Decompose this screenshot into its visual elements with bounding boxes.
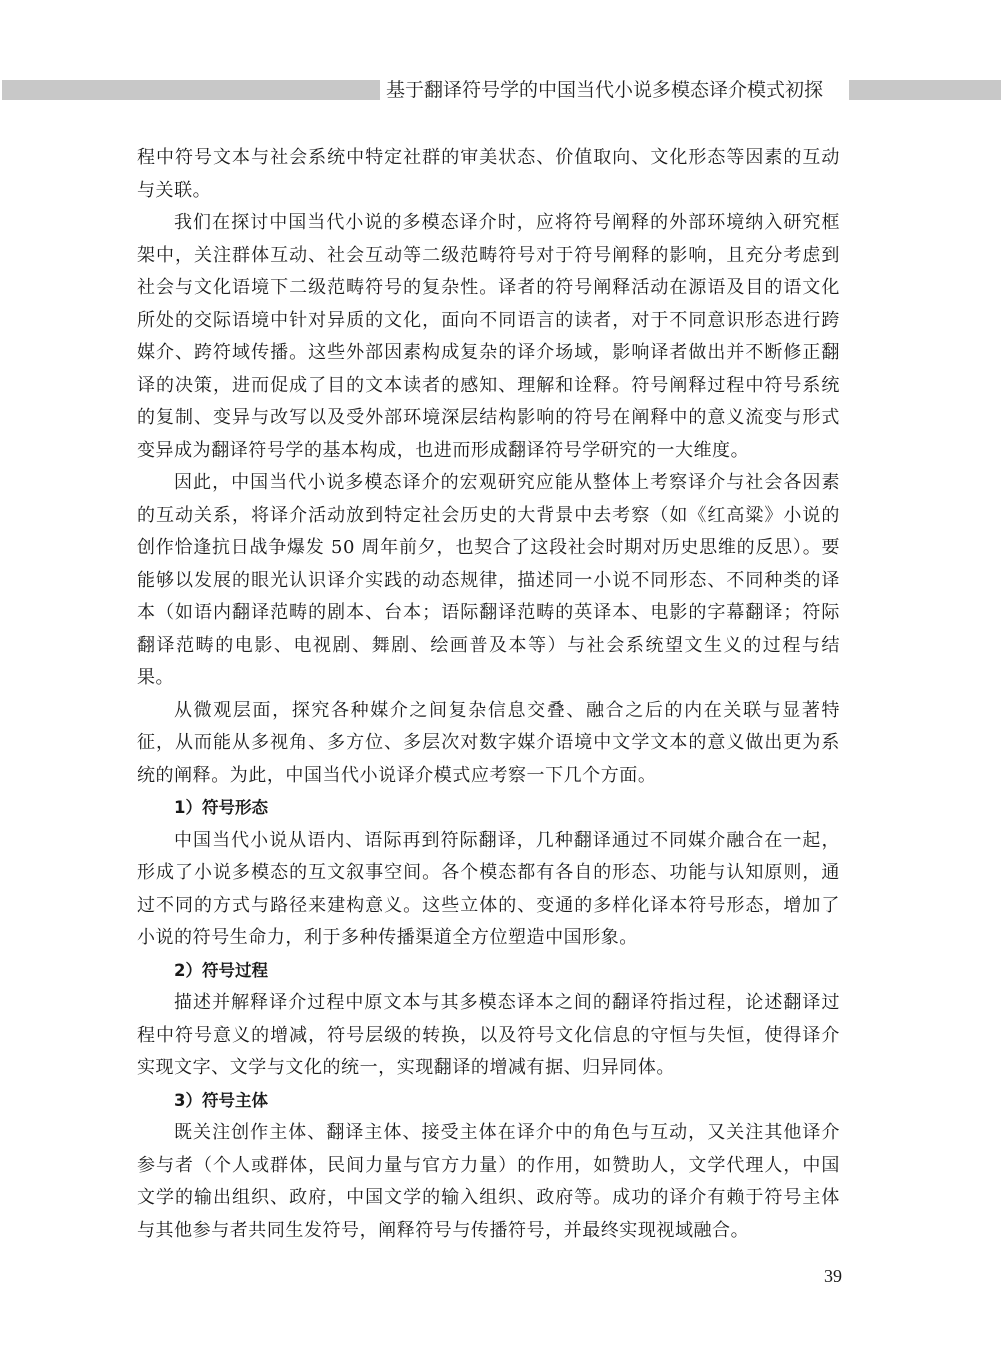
page-number: 39 [824, 1266, 842, 1286]
body-text [137, 142, 840, 1247]
paragraph: 从微观层面，探究各种媒介之间复杂信息交叠、融合之后的内在关联与显著特征，从而能从多视角、多方位、多层次对数字媒介语境中文学文本的意义做出更为系统的阐释。为此，中国当代小说译介模式应考察一下几个方面。 [137, 699, 840, 786]
paragraph: 因此，中国当代小说多模态译介的宏观研究应能从整体上考察译介与社会各因素的互动关系，将译介活动放到特定社会历史的大背景中去考察（如《红高粱》小说的创作恰逢抗日战争爆发 50 周年前夕，也契合了这段社会时期对历史思维的反思）。要能够以发展的眼光认识译介实践的动态规律，描述同一小说不同形态、不同种类的译本（如语内翻译范畴的剧本、台本；语际翻译范畴的英译本、电影的字幕翻译；符际翻译范畴的电影、电视剧、舞剧、绘画普及本等）与社会系统望文生义的过程与结果。 [137, 472, 840, 688]
section-paragraph: 中国当代小说从语内、语际再到符际翻译，几种翻译通过不同媒介融合在一起，形成了小说多模态的互文叙事空间。各个模态都有各自的形态、功能与认知原则，通过不同的方式与路径来建构意义。这些立体的、变通的多样化译本符号形态，增加了小说的符号生命力，利于多种传播渠道全方位塑造中国形象。 [137, 829, 840, 948]
running-header [0, 76, 1003, 104]
section-paragraph: 描述并解释译介过程中原文本与其多模态译本之间的翻译符指过程，论述翻译过程中符号意义的增减，符号层级的转换，以及符号文化信息的守恒与失恒，使得译介实现文字、文学与文化的统一，实现翻译的增减有据、归异同体。 [137, 992, 840, 1078]
section-heading-symbol-form: 1）符号形态 [174, 798, 268, 817]
paragraph-continued: 程中符号文本与社会系统中特定社群的审美状态、价值取向、文化形态等因素的互动与关联。 [137, 147, 840, 201]
section-heading-symbol-subject: 3）符号主体 [174, 1090, 268, 1110]
header-decor-bar-right [849, 80, 1001, 100]
header-decor-bar-left [2, 80, 380, 100]
paragraph: 我们在探讨中国当代小说的多模态译介时，应将符号阐释的外部环境纳入研究框架中，关注群体互动、社会互动等二级范畴符号对于符号阐释的影响，且充分考虑到社会与文化语境下二级范畴符号的复杂性。译者的符号阐释活动在源语及目的语文化所处的交际语境中针对异质的文化，面向不同语言的读者，对于不同意识形态进行跨媒介、跨符域传播。这些外部因素构成复杂的译介场域，影响译者做出并不断修正翻译的决策，进而促成了目的文本读者的感知、理解和诠释。符号阐释过程中符号系统的复制、变异与改写以及受外部环境深层结构影响的符号在阐释中的意义流变与形式变异成为翻译符号学的基本构成，也进而形成翻译符号学研究的一大维度。 [137, 212, 840, 461]
section-heading-symbol-process: 2）符号过程 [174, 960, 268, 980]
section-paragraph: 既关注创作主体、翻译主体、接受主体在译介中的角色与互动，又关注其他译介参与者（个人或群体，民间力量与官方力量）的作用，如赞助人，文学代理人，中国文学的输出组织、政府，中国文学的输入组织、政府等。成功的译介有赖于符号主体与其他参与者共同生发符号，阐释符号与传播符号，并最终实现视域融合。 [137, 1122, 840, 1241]
running-header-title: 基于翻译符号学的中国当代小说多模态译介模式初探 [386, 79, 824, 101]
